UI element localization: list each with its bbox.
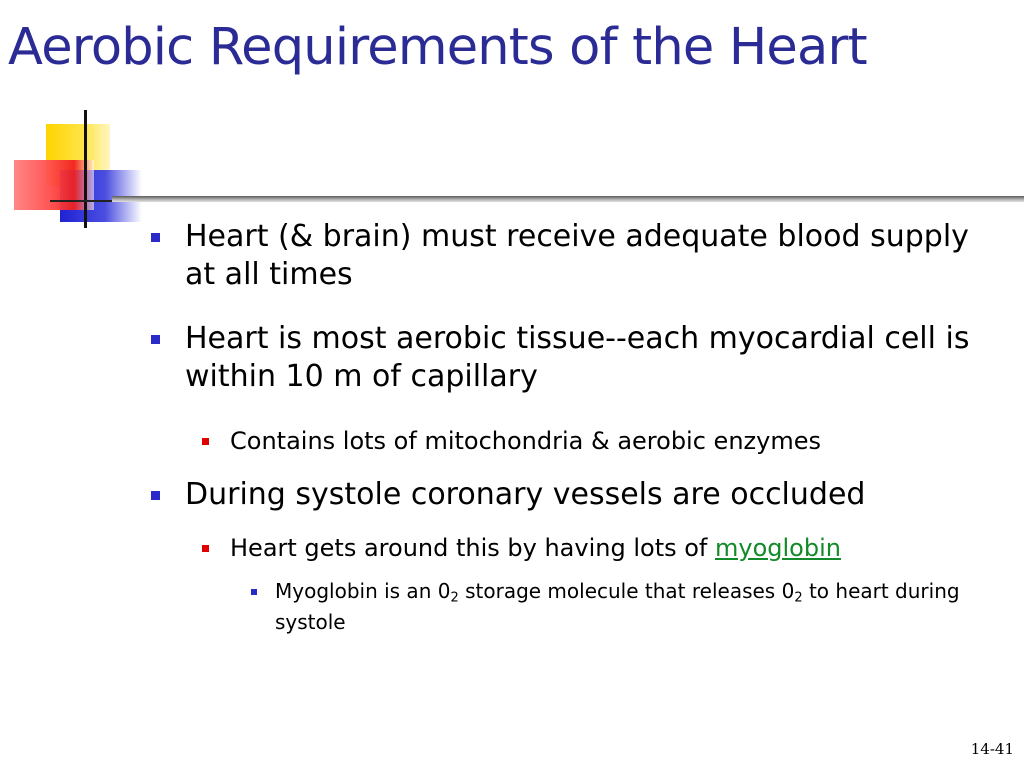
- square-bullet-icon: [251, 589, 257, 595]
- bullet-text-b: storage molecule that releases 0: [458, 579, 795, 603]
- sub-sub-bullet-item: [275, 579, 995, 635]
- bullet-item: [185, 218, 1005, 294]
- sub-bullet-item: [230, 533, 1010, 563]
- square-bullet-icon: [151, 233, 160, 242]
- bullet-text: Contains lots of mitochondria & aerobic enzymes: [230, 427, 821, 455]
- page-number: 14-41: [970, 740, 1014, 758]
- bullet-text-a: Myoglobin is an 0: [275, 579, 451, 603]
- bullet-text: Heart gets around this by having lots of: [230, 534, 715, 562]
- subscript: 2: [794, 590, 803, 606]
- slide-title: Aerobic Requirements of the Heart: [8, 18, 867, 77]
- square-bullet-icon: [202, 545, 209, 552]
- bullet-text: Heart is most aerobic tissue--each myocardial cell is within 10 m of capillary: [185, 321, 970, 394]
- bullet-text: During systole coronary vessels are occluded: [185, 477, 866, 512]
- bullet-item: [185, 476, 1005, 514]
- square-bullet-icon: [151, 335, 160, 344]
- subscript: 2: [450, 590, 459, 606]
- bullet-item: [185, 320, 1005, 396]
- bullet-text: Heart (& brain) must receive adequate blood supply at all times: [185, 219, 969, 292]
- square-bullet-icon: [202, 438, 209, 445]
- myoglobin-link[interactable]: myoglobin: [715, 534, 841, 562]
- square-bullet-icon: [151, 491, 160, 500]
- bullet-text-c: to heart during systole: [275, 579, 966, 635]
- sub-bullet-item: [230, 426, 1010, 456]
